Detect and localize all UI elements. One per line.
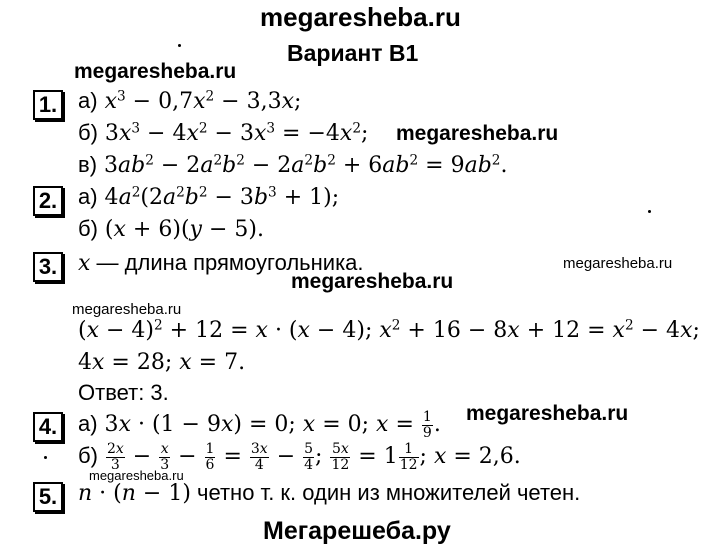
- problem-1a: а) $x^3 - 0,7x^2 - 3,3x$;: [78, 88, 302, 114]
- problem-number-2: 2.: [33, 186, 63, 216]
- fraction: $\frac{2x}{3}$: [106, 441, 124, 473]
- label-c: в): [78, 152, 98, 177]
- problem-number-5: 5.: [33, 482, 63, 512]
- fraction: $\frac{3x}{4}$: [250, 441, 268, 473]
- page-title: Вариант В1: [287, 40, 419, 66]
- problem-4a: а) 3x · (1 − 9x) = 0; x = 0; x = $\frac{1}{9}$ .: [78, 409, 441, 441]
- watermark-right-small: megaresheba.ru: [563, 255, 673, 272]
- watermark-top: megaresheba.ru: [260, 2, 461, 32]
- problem-3-text: — длина прямоугольника.: [90, 250, 364, 275]
- label-b: б): [78, 120, 98, 145]
- problem-1b: б) $3x^3 - 4x^2 - 3x^3 = -4x^2$;: [78, 120, 369, 146]
- problem-3-solution: 4x = 28; x = 7.: [78, 350, 246, 375]
- problem-5: n · (n − 1) четно т. к. один из множителей четен.: [78, 480, 581, 506]
- problem-3-equation: $(x - 4)^2 + 12 = x \cdot (x - 4)$; $x^2 + 16 - 8x + 12 = x^2 - 4x$;: [78, 317, 700, 343]
- label-a: а): [78, 411, 98, 437]
- label-b: б): [78, 216, 98, 241]
- problem-2b: б) (x + 6)(y − 5).: [78, 216, 264, 242]
- fraction: $\frac{5}{4}$: [304, 441, 314, 473]
- problem-4b: б) $\frac{2x}{3}$ − $\frac{x}{3}$ − $\frac{1}{6}$ = $\frac{3x}{4}$ − $\frac{5}{4}$ ; $\frac{5x}{12}$ = 1 $\frac{1}{12}$ ; x = 2,6.: [78, 441, 521, 473]
- problem-number-3: 3.: [33, 252, 63, 282]
- watermark-center: megaresheba.ru: [291, 270, 454, 293]
- problem-5-text: четно т. к. один из множителей четен.: [190, 480, 581, 505]
- label-a: а): [78, 184, 98, 209]
- fraction: $\frac{1}{12}$: [399, 441, 418, 473]
- watermark-left: megaresheba.ru: [74, 60, 237, 83]
- problem-1c: в) $3ab^2 - 2a^2b^2 - 2a^2b^2 + 6ab^2 = 9ab^2$.: [78, 152, 508, 178]
- problem-number-1: 1.: [33, 90, 63, 120]
- fraction: $\frac{5x}{12}$: [331, 441, 350, 473]
- fraction: $\frac{1}{9}$: [422, 409, 432, 441]
- watermark-right-2: megaresheba.ru: [466, 402, 629, 425]
- speck: [178, 44, 181, 47]
- problem-3-statement: x — длина прямоугольника.: [78, 250, 364, 276]
- problem-3-answer: Ответ: 3.: [78, 380, 169, 405]
- fraction: $\frac{1}{6}$: [205, 441, 215, 473]
- problem-number-4: 4.: [33, 412, 63, 442]
- speck: [44, 456, 47, 459]
- speck: [648, 210, 651, 213]
- watermark-right: megaresheba.ru: [396, 122, 559, 145]
- fraction: $\frac{x}{3}$: [160, 441, 170, 473]
- watermark-bottom-small: megaresheba.ru: [89, 468, 184, 483]
- label-a: а): [78, 88, 98, 113]
- watermark-footer: Мегарешеба.ру: [263, 517, 451, 545]
- watermark-left-small: megaresheba.ru: [72, 301, 182, 318]
- label-b: б): [78, 443, 98, 469]
- problem-2a: а) $4a^2(2a^2b^2 - 3b^3 + 1)$;: [78, 184, 340, 210]
